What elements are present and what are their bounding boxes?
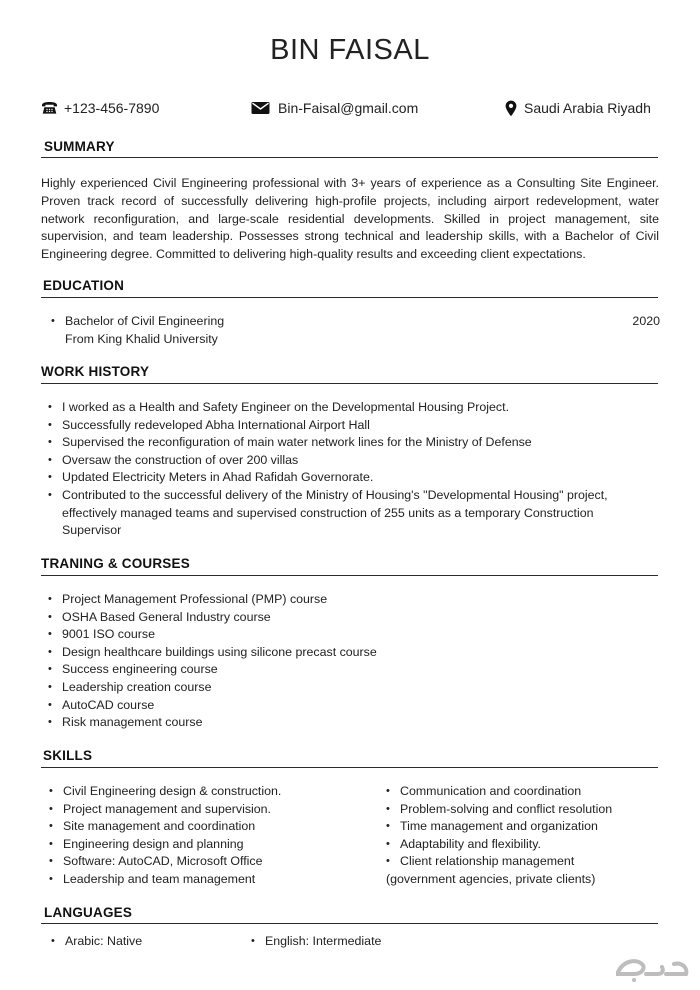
list-item: • Oversaw the construction of over 200 villas [41, 452, 641, 470]
location-pin-icon [505, 100, 517, 117]
education-degree: • Bachelor of Civil Engineering [44, 313, 344, 331]
languages-divider [41, 923, 658, 924]
skills-list-left [42, 783, 372, 889]
education-school: From King Khalid University [65, 332, 218, 346]
education-heading: EDUCATION [43, 278, 125, 293]
skills-heading: SKILLS [43, 748, 93, 763]
contact-location [505, 98, 651, 118]
summary-heading: SUMMARY [44, 139, 115, 154]
contact-email [251, 98, 418, 118]
list-item: • Civil Engineering design & construction. [42, 783, 372, 801]
education-list [44, 313, 344, 331]
education-year: 2020 [632, 314, 660, 328]
languages-heading: LANGUAGES [44, 905, 133, 920]
email-text: Bin-Faisal@gmail.com [278, 100, 419, 116]
list-item: • Time management and organization [379, 818, 669, 836]
phone-text: +123-456-7890 [64, 100, 160, 116]
list-item: • Contributed to the successful delivery of the Ministry of Housing's "Developmental Housing" project, effectively managed teams and supervised construction of 255 units as a temporary Construction Supervisor [41, 487, 641, 540]
work-history-list [41, 399, 641, 540]
list-item: • Software: AutoCAD, Microsoft Office [42, 853, 372, 871]
list-item: • Successfully redeveloped Abha International Airport Hall [41, 417, 641, 435]
languages-list-1 [44, 933, 244, 951]
skills-divider [41, 767, 658, 768]
training-divider [41, 575, 658, 576]
list-item: • OSHA Based General Industry course [41, 609, 641, 627]
location-text: Saudi Arabia Riyadh [524, 100, 651, 116]
skills-list-right [379, 783, 669, 871]
training-heading: TRANING & COURSES [41, 556, 190, 571]
contact-phone [41, 98, 159, 118]
work-history-heading: WORK HISTORY [41, 364, 150, 379]
list-item: • Risk management course [41, 714, 641, 732]
phone-icon [41, 101, 58, 115]
list-item: • Client relationship management [379, 853, 669, 871]
list-item: • Communication and coordination [379, 783, 669, 801]
list-item: • Project Management Professional (PMP) course [41, 591, 641, 609]
list-item: • Arabic: Native [44, 933, 244, 951]
mail-icon [251, 101, 270, 115]
list-item: • AutoCAD course [41, 697, 641, 715]
list-item: • Problem-solving and conflict resolution [379, 801, 669, 819]
list-item: • Leadership and team management [42, 871, 372, 889]
list-item: • Supervised the reconfiguration of main water network lines for the Ministry of Defense [41, 434, 641, 452]
list-item: • Site management and coordination [42, 818, 372, 836]
list-item: • Updated Electricity Meters in Ahad Rafidah Governorate. [41, 469, 641, 487]
list-item: • Success engineering course [41, 661, 641, 679]
list-item: • Design healthcare buildings using silicone precast course [41, 644, 641, 662]
list-item: • I worked as a Health and Safety Engineer on the Developmental Housing Project. [41, 399, 641, 417]
education-divider [41, 297, 658, 298]
summary-divider [41, 157, 658, 158]
skills-right-continuation: (government agencies, private clients) [386, 872, 596, 886]
list-item: • Project management and supervision. [42, 801, 372, 819]
list-item: • English: Intermediate [244, 933, 444, 951]
languages-list-2 [244, 933, 444, 951]
list-item: • 9001 ISO course [41, 626, 641, 644]
resume-name: BIN FAISAL [270, 34, 430, 66]
training-list [41, 591, 641, 732]
work-history-divider [41, 383, 658, 384]
list-item: • Leadership creation course [41, 679, 641, 697]
list-item: • Adaptability and flexibility. [379, 836, 669, 854]
summary-text: Highly experienced Civil Engineering professional with 3+ years of experience as a Consulting Site Engineer. Proven track record of successfully delivering high-profile projects, including airport redevelopment, water network reconfiguration, and large-scale residential developments. Skilled in project management, site supervision, and team leadership. Possesses strong technical and leadership skills, with a Bachelor of Civil Engineering degree. Committed to delivering high-quality results and exceeding client expectations. [41, 176, 659, 262]
list-item: • Engineering design and planning [42, 836, 372, 854]
watermark-logo [612, 950, 692, 984]
